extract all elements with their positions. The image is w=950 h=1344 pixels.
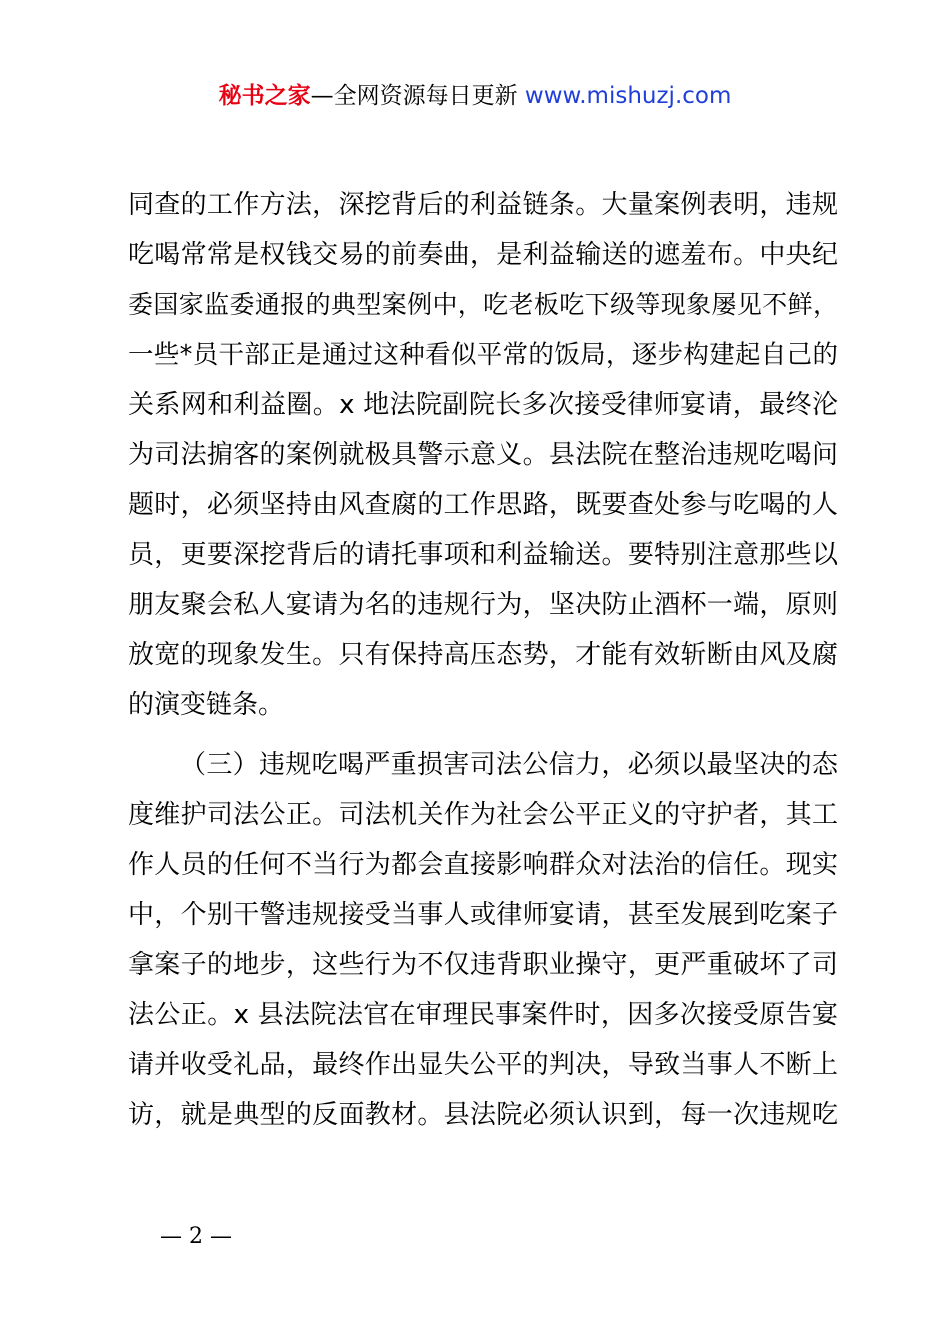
- text-line: 法公正。x 县法院法官在审理民事案件时，因多次接受原告宴: [128, 1000, 838, 1030]
- page-number: — 2 —: [160, 1224, 232, 1249]
- text-line: 吃喝常常是权钱交易的前奏曲，是利益输送的遮羞布。中央纪: [128, 240, 838, 270]
- site-url-link[interactable]: www.mishuzj.com: [524, 83, 732, 109]
- text-line: 请并收受礼品，最终作出显失公平的判决，导致当事人不断上: [128, 1050, 838, 1080]
- text-line: 题时，必须坚持由风查腐的工作思路，既要查处参与吃喝的人: [128, 490, 838, 520]
- text-line: 委国家监委通报的典型案例中，吃老板吃下级等现象屡见不鲜，: [128, 290, 838, 319]
- site-brand: 秘书之家: [218, 83, 311, 109]
- text-line: 员，更要深挖背后的请托事项和利益输送。要特别注意那些以: [128, 540, 838, 570]
- text-line: 的演变链条。: [128, 690, 285, 720]
- text-line: 度维护司法公正。司法机关作为社会公平正义的守护者，其工: [128, 800, 838, 830]
- text-line: 关系网和利益圈。x 地法院副院长多次接受律师宴请，最终沦: [128, 390, 838, 420]
- text-line: 拿案子的地步，这些行为不仅违背职业操守，更严重破坏了司: [128, 950, 838, 980]
- text-line: 朋友聚会私人宴请为名的违规行为，坚决防止酒杯一端，原则: [128, 590, 838, 620]
- section-heading-line: （三）违规吃喝严重损害司法公信力，必须以最坚决的态: [180, 750, 838, 780]
- text-line: 同查的工作方法，深挖背后的利益链条。大量案例表明，违规: [128, 190, 838, 220]
- body-paragraph-2: [128, 740, 838, 1140]
- text-line: 作人员的任何不当行为都会直接影响群众对法治的信任。现实: [128, 850, 838, 880]
- body-paragraph-1: [128, 180, 838, 730]
- text-line: 访，就是典型的反面教材。县法院必须认识到，每一次违规吃: [128, 1100, 838, 1130]
- text-line: 放宽的现象发生。只有保持高压态势，才能有效斩断由风及腐: [128, 640, 838, 670]
- text-line: 中，个别干警违规接受当事人或律师宴请，甚至发展到吃案子: [128, 900, 838, 930]
- site-header: [0, 80, 950, 112]
- text-line: 为司法掮客的案例就极具警示意义。县法院在整治违规吃喝问: [128, 440, 838, 470]
- text-line: 一些*员干部正是通过这种看似平常的饭局，逐步构建起自己的: [128, 340, 838, 370]
- site-tagline: —全网资源每日更新: [310, 83, 525, 109]
